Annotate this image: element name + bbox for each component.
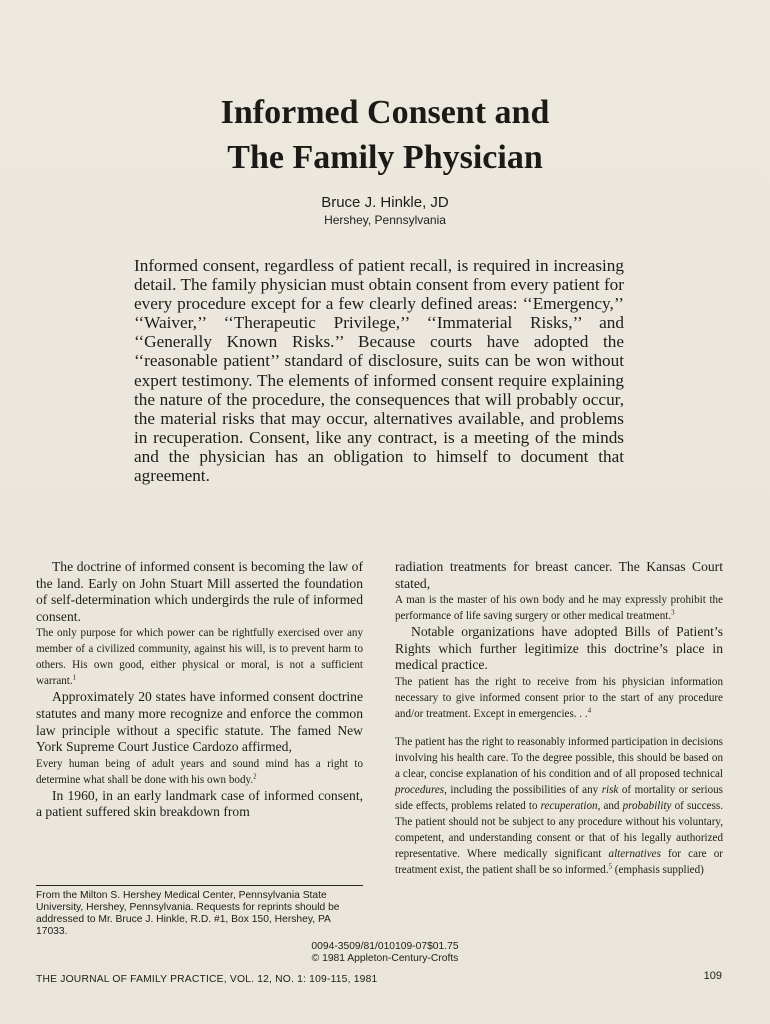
affiliation-footnote: From the Milton S. Hershey Medical Center, Pennsylvania State University, Hershey, Pennsylvania. Requests for reprints should be addressed to Mr. Bruce J. Hinkle, R.D. #1, Box 150, Hershey, PA 17033. [36, 890, 340, 937]
cardozo-quote [36, 756, 363, 788]
title-line-1: Informed Consent and [220, 94, 550, 131]
patient-rights-quote-2 [395, 734, 723, 878]
abstract: Informed consent, regardless of patient recall, is required in increasing detail. The family physician must obtain consent from every patient for every procedure except for a few clearly defined areas: ‘‘Emergency,’’ ‘‘Waiver,’’ ‘‘Therapeutic Privilege,’’ ‘‘Immaterial Risks,’’ and ‘‘Generally Known Risks.’’ Because courts have adopted the ‘‘reasonable patient’’ standard of disclosure, suits can be won without expert testimony. The elements of informed consent require explaining the nature of the procedure, the consequences that will probably occur, the material risks that may occur, alternatives available, and problems in recuperation. Consent, like any contract, is a meeting of the minds and the physician has an obligation to himself to document that agreement. [134, 256, 624, 486]
left-column [36, 559, 363, 821]
kansas-court-quote [395, 592, 723, 624]
journal-citation: THE JOURNAL OF FAMILY PRACTICE, VOL. 12, NO. 1: 109-115, 1981 [36, 974, 378, 985]
copyright-line: © 1981 Appleton-Century-Crofts [311, 952, 459, 964]
reference-4: 4 [587, 706, 592, 715]
article-title [0, 90, 770, 180]
emphasis-note: (emphasis supplied) [612, 863, 704, 876]
left-paragraph-3: In 1960, in an early landmark case of informed consent, a patient suffered skin breakdown from [36, 787, 363, 820]
footnote-divider [36, 885, 363, 886]
reference-5: 5 [608, 862, 612, 871]
reference-1: 1 [72, 673, 77, 682]
reference-3: 3 [671, 608, 675, 617]
author-name: Bruce J. Hinkle, JD [321, 194, 449, 211]
page-number: 109 [703, 970, 722, 982]
cardozo-quote-text: Every human being of adult years and sound mind has a right to determine what shall be done with his own body. [36, 757, 363, 786]
emphasis-risk: risk [601, 783, 619, 796]
left-paragraph-1: The doctrine of informed consent is becoming the law of the land. Early on John Stuart Mill asserted the foundation of self-determination which undergirds the rule of informed consent. [36, 559, 363, 624]
right-paragraph-2: Notable organizations have adopted Bills of Patient’s Rights which further legitimize this doctrine’s place in medical practice. [395, 624, 723, 673]
quote-2-text-f: for care or treatment exist, the patient shall be so informed. [395, 847, 723, 876]
quote-2-text-e: of success. The patient should not be subject to any procedure without his voluntary, competent, and understanding consent or that of his legally authorized representative. Where medically significant [395, 799, 723, 860]
mill-quote-text: The only purpose for which power can be rightfully exercised over any member of a civilized community, against his will, is to prevent harm to others. His own good, either physical or moral, is not a sufficient warrant. [36, 627, 363, 688]
issn-code: 0094-3509/81/010109-07$01.75 [311, 941, 459, 952]
emphasis-recuperation: recuperation [540, 799, 598, 812]
right-column [395, 559, 723, 878]
quote-2-text-a: The patient has the right to reasonably informed participation in decisions involving his health care. To the degree possible, this should be based on a clear, concise explanation of his condition and of all proposed technical [395, 735, 723, 780]
left-paragraph-2: Approximately 20 states have informed consent doctrine statutes and many more recognize and enforce the common law principle without a specific statute. The famed New York Supreme Court Justice Cardozo affirmed, [36, 689, 363, 755]
patient-rights-quote-1 [395, 674, 723, 722]
right-paragraph-1: radiation treatments for breast cancer. The Kansas Court stated, [395, 559, 723, 591]
quote-2-text-b: , including the possibilities of any [444, 783, 602, 796]
emphasis-probability: probability [622, 799, 672, 812]
quote-2-text-d: , and [597, 799, 623, 812]
kansas-quote-text: A man is the master of his own body and he may expressly prohibit the performance of life saving surgery or other medical treatment. [395, 594, 723, 623]
mill-quote [36, 625, 363, 689]
emphasis-alternatives: alternatives [608, 847, 661, 860]
author-affiliation: Hershey, Pennsylvania [324, 213, 446, 227]
patient-rights-quote-1-text: The patient has the right to receive from his physician information necessary to give informed consent prior to the start of any procedure and/or treatment. Except in emergencies. . . [395, 675, 723, 720]
title-line-2: The Family Physician [227, 139, 543, 176]
publication-codes [0, 941, 770, 964]
emphasis-procedures: procedures [395, 783, 445, 796]
quote-2-text-c: of mortality or serious side effects, problems related to [395, 783, 723, 812]
reference-2: 2 [253, 772, 257, 781]
